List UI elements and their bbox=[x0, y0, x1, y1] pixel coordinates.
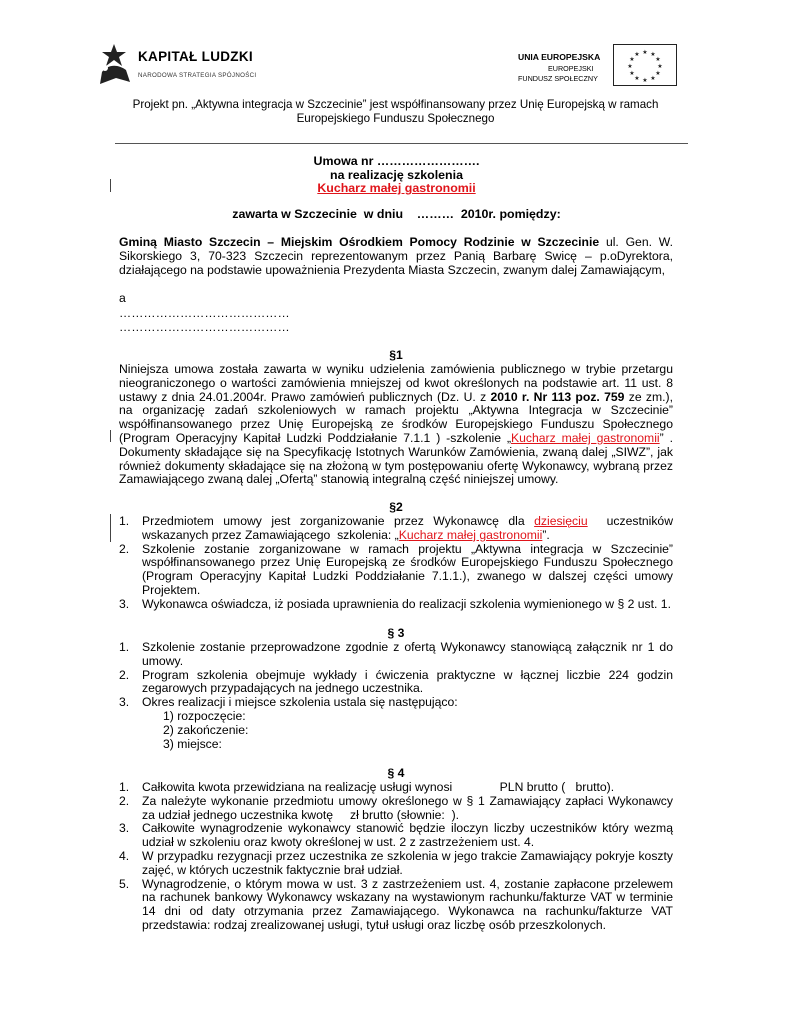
party-details: ul. Gen. W. Sikorskiego 3, 70-323 Szczecin reprezentowanym przez Panią Barbarę Swicę – p.oDyrektora, działającego na podstawie upoważnienia Prezydenta Miasta Szczecin, zwanym dalej Zamawiającym, bbox=[119, 235, 673, 277]
revision-marker bbox=[110, 514, 111, 542]
svg-text:★: ★ bbox=[629, 56, 635, 63]
list-item: 3. Całkowite wynagrodzenie wykonawcy stanowić będzie iloczyn liczby uczestników który wezmą udział w szkoleniu oraz kwoty określonej w ust. 2 z zastrzeżeniem ust. 4. bbox=[119, 821, 673, 850]
party-name: Gminą Miasto Szczecin – Miejskim Ośrodkiem Pomocy Rodzinie w Szczecinie bbox=[119, 235, 600, 249]
list-item: 1. Szkolenie zostanie przeprowadzone zgodnie z ofertą Wykonawcy stanowiącą załącznik nr 1 do umowy. bbox=[119, 640, 673, 668]
list-item: 3. Wykonawca oświadcza, iż posiada uprawnienia do realizacji szkolenia wymienionego w § 2 ust. 1. bbox=[119, 596, 671, 611]
list-item: 4. W przypadku rezygnacji przez uczestnika ze szkolenia w jego trakcie Zamawiający pokryje koszty zajęć, w których uczestnik faktycznie brał udział. bbox=[119, 848, 673, 877]
svg-text:★: ★ bbox=[657, 63, 663, 70]
list-item: 3. Okres realizacji i miejsce szkolenia ustala się następująco: 1) rozpoczęcie: 2) zakończenie: 3) miejsce: bbox=[119, 696, 673, 751]
section-1-part-3: ” . Dokumenty składające się na Specyfikację Istotnych Warunków Zamówienia, zwaną dalej „SIWZ”, jak również dokumenty składające się na złożoną w tym postępowaniu ofertę Wykonawcy, wybraną przez Zamawiającego zwaną dalej „Ofertą” stanowią integralną część niniejszej umowy. bbox=[119, 430, 673, 487]
section-4-list bbox=[119, 780, 677, 933]
start-date-line: 1) rozpoczęcie: bbox=[163, 708, 246, 723]
header-divider bbox=[115, 143, 688, 144]
list-item: 1. Całkowita kwota przewidziana na realizację usługi wynosi PLN brutto ( brutto). bbox=[119, 780, 615, 794]
eu-logo-line2: EUROPEJSKI bbox=[548, 64, 594, 73]
training-name-ref: Kucharz małej gastronomii bbox=[398, 527, 543, 542]
eu-flag-icon bbox=[613, 44, 677, 86]
section-1-text bbox=[119, 363, 673, 487]
kapital-ludzki-emblem-icon bbox=[96, 42, 136, 86]
eu-logo-title: UNIA EUROPEJSKA bbox=[518, 52, 601, 62]
svg-text:★: ★ bbox=[655, 56, 661, 63]
section-4-heading: § 4 bbox=[387, 766, 405, 780]
project-note: Projekt pn. „Aktywna integracja w Szczecinie” jest współfinansowany przez Unię Europejską w ramach Europejskiego Funduszu Społecznego bbox=[132, 98, 659, 125]
revision-marker bbox=[110, 179, 111, 192]
logo-left-title: KAPITAŁ LUDZKI bbox=[138, 49, 253, 64]
party-a-dots-1: …………………………………… bbox=[119, 306, 290, 320]
section-3-heading: § 3 bbox=[387, 626, 405, 640]
svg-text:★: ★ bbox=[642, 49, 648, 56]
party-a-dots-2: …………………………………… bbox=[119, 320, 290, 334]
svg-text:★: ★ bbox=[650, 51, 656, 58]
section-1-heading: §1 bbox=[389, 348, 403, 362]
parties-paragraph bbox=[119, 236, 673, 277]
list-item: 2. Szkolenie zostanie zorganizowane w ramach projektu „Aktywna integracja w Szczecinie” współfinansowanego przez Unię Europejską ze środków Europejskiego Funduszu Społecznego (Program Operacyjny Kapitał Ludzki Poddziałanie 7.1.1.), zwanego w dalszej części umowy Projektem. bbox=[119, 541, 673, 597]
section-2-list bbox=[119, 514, 677, 612]
kapital-ludzki-logo bbox=[96, 42, 271, 86]
end-date-line: 2) zakończenie: bbox=[163, 722, 249, 737]
svg-text:★: ★ bbox=[655, 70, 661, 77]
svg-text:★: ★ bbox=[634, 75, 640, 82]
section-1-journal-ref: 2010 r. Nr 113 poz. 759 bbox=[490, 389, 625, 404]
training-name: Kucharz małej gastronomii bbox=[317, 181, 476, 196]
svg-text:★: ★ bbox=[642, 77, 648, 84]
list-item: 2. Program szkolenia obejmuje wykłady i ćwiczenia praktyczne w łącznej liczbie 224 godzin zegarowych przypadających na jednego uczestnika. bbox=[119, 667, 673, 696]
list-item: 1. Przedmiotem umowy jest zorganizowanie przez Wykonawcę dla dziesięciu uczestników wskazanych przez Zamawiającego szkolenia: „Kucharz małej gastronomii”. bbox=[119, 514, 677, 542]
section-2-heading: §2 bbox=[389, 500, 403, 514]
contract-title-block bbox=[120, 155, 673, 196]
eu-logo bbox=[512, 44, 677, 86]
logo-left-subtitle: NARODOWA STRATEGIA SPÓJNOŚCI bbox=[138, 72, 257, 79]
location-line: 3) miejsce: bbox=[163, 736, 222, 751]
svg-text:★: ★ bbox=[627, 63, 633, 70]
svg-text:★: ★ bbox=[650, 75, 656, 82]
section-1-training-name: Kucharz małej gastronomii bbox=[511, 430, 660, 445]
revision-marker bbox=[110, 430, 111, 442]
schedule-sublist bbox=[142, 710, 673, 751]
list-item: 2. Za należyte wykonanie przedmiotu umowy określonego w § 1 Zamawiający zapłaci Wykonawcy za udział jednego uczestnika kwotę zł brutto (słownie: ). bbox=[119, 793, 677, 822]
eu-logo-line3: FUNDUSZ SPOŁECZNY bbox=[518, 74, 598, 83]
section-1-part-1: Niniejsza umowa została zawarta w wyniku udzielenia zamówienia publicznego w trybie przetargu nieograniczonego o wartości zamówienia mniejszej od kwot określonych na podstawie art. 11 ust. 8 ustawy z dnia 24.01.2004r. Prawo zamówień publicznych (Dz. U. z bbox=[119, 362, 673, 404]
contract-subject: na realizację szkolenia bbox=[330, 167, 463, 182]
contract-number: Umowa nr ……………………. bbox=[313, 154, 480, 168]
list-item: 5. Wynagrodzenie, o którym mowa w ust. 3 z zastrzeżeniem ust. 4, zostanie zapłacone przelewem na rachunek bankowy Wykonawcy wskazany na wystawionym rachunku/fakturze VAT w terminie 14 dni od daty otrzymania przez Zamawiającego. Wykonawca na rachunku/fakturze VAT przedstawia: rodzaj zrealizowanej usługi, tytuł usługi oraz liczbę osób przeszkolonych. bbox=[119, 876, 673, 932]
party-a-label: a bbox=[119, 291, 126, 305]
svg-text:★: ★ bbox=[629, 70, 635, 77]
contract-date-line: zawarta w Szczecinie w dniu ……… 2010r. pomiędzy: bbox=[232, 207, 561, 221]
section-1-part-2: ze zm.), na organizację zadań szkoleniowych w ramach projektu „Aktywna Integracja w Szczecinie” współfinansowanego przez Unię Europejską ze środków Europejskiego Funduszu Społecznego (Program Operacyjny Kapitał Ludzki Poddziałanie 7.1.1 ) -szkolenie „ bbox=[119, 389, 673, 445]
svg-text:★: ★ bbox=[634, 51, 640, 58]
section-3-list bbox=[119, 641, 673, 751]
participant-count: dziesięciu bbox=[534, 514, 588, 528]
